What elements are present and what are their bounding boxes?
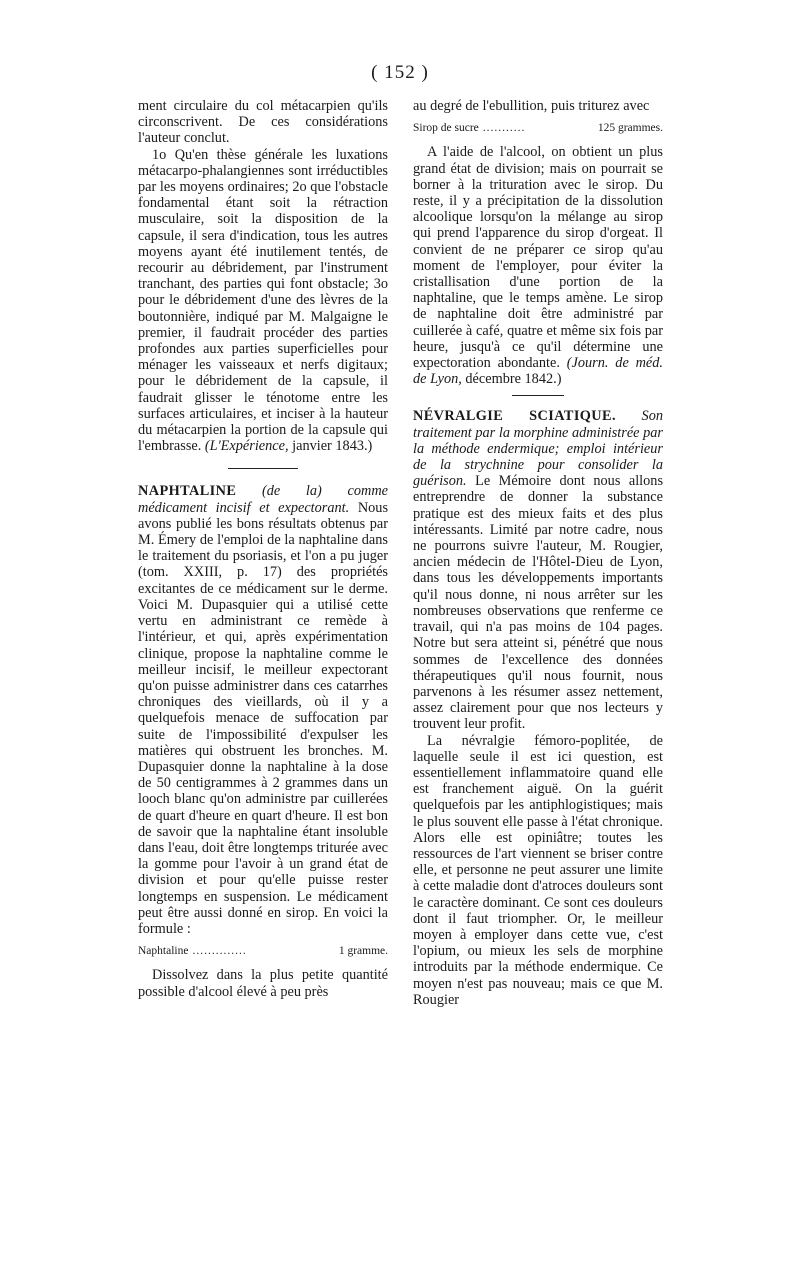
- paragraph: au degré de l'ebullition, puis triturez avec: [413, 98, 650, 114]
- article-title: NAPHTALINE: [138, 483, 237, 500]
- citation-source: (L'Expérience,: [204, 438, 289, 455]
- paragraph-text: A l'aide de l'alcool, on obtient un plus grand état de division; mais on pourrait se borner à la trituration avec le sirop. Du reste, il y a précipitation de la dissolution alcoolique lorsqu'on la mélange au sirop qui prend l'apparence du sirop d'orgeat. Il convient de ne préparer ce sirop qu'au moment de l'employer, pour éviter la cristallisation d'une portion de la naphtaline, que le temps amène. Le sirop de naphtaline doit être administré par cuillerée à café, quatre et même six fois par heure, jusqu'à ce qu'il détermine une expectoration abondante.: [413, 144, 663, 372]
- formula-line: [413, 120, 663, 136]
- formula-quantity: 1 gramme.: [338, 945, 388, 958]
- article-heading: [413, 408, 663, 732]
- paragraph: [413, 144, 663, 387]
- article-heading: [138, 483, 388, 937]
- paragraph-text: Le Mémoire dont nous allons entreprendre de donner la substance pratique est des mieux faits et des plus intéressants. Limité par notre cadre, nous ne pourrons suivre l'auteur, M. Rougier, ancien médecin de l'Hôtel-Dieu de Lyon, dans tous les développements importants qu'il nous donne, ni nous arrêter sur les nombreuses observations que renferme ce travail, qui n'a pas moins de 104 pages. Notre but sera atteint si, pénétré que nous sommes de l'excellence des données thérapeutiques qu'il nous fournit, nous parvenons à les résumer assez nettement, assez clairement pour que nos lecteurs y trouvent leur profit.: [413, 473, 664, 733]
- right-column: [413, 98, 663, 1008]
- section-divider: [228, 468, 298, 469]
- leader-dots: ...........: [482, 122, 526, 135]
- formula-ingredient: Naphtaline: [138, 945, 189, 958]
- paragraph: La névralgie fémoro-poplitée, de laquelle seule il est ici question, est essentiellement inflammatoire quand elle est franchement aiguë. On la guérit quelquefois par les antiphlogistiques; mais le plus souvent elle passe à l'état chronique. Alors elle est opiniâtre; toutes les ressources de l'art viennent se briser contre elle, et personne ne peut assurer une limite à cette maladie dont d'atroces douleurs sont le caractère dominant. Ce sont ces douleurs dont il faut triompher. Or, le meilleur moyen à employer dans cette vue, c'est l'opium, ou mieux les sels de morphine introduits par la méthode endermique. Ce moyen n'est pas nouveau; mais ce que M. Rougier: [413, 732, 663, 1008]
- formula-ingredient: Sirop de sucre: [413, 122, 479, 135]
- paragraph: [138, 147, 388, 455]
- left-column: [138, 98, 388, 1000]
- paragraph-text: Nous avons publié les bons résultats obtenus par M. Émery de l'emploi de la naphtaline dans le traitement du psoriasis, et l'on a pu juger (tom. XXIII, p. 17) des propriétés excitantes de ce médicament sur le derme. Voici M. Dupasquier qui a utilisé cette vertu en administrant ce remède à l'intérieur, et qui, après expérimentation clinique, propose la naphtaline comme le meilleur incisif, le meilleur expectorant qu'on puisse administrer dans ces catarrhes chroniques des vieillards, où il y a quelquefois menace de suffocation par suite de l'impossibilité d'expulser les matières qui obstruent les bronches. M. Dupasquier donne la naphtaline à la dose de 50 centigrammes à 2 grammes dans un looch blanc qu'on administre par cuillerées de quart d'heure en quart d'heure. Il est bon de savoir que la naphtaline étant insoluble dans l'eau, doit être longtemps triturée avec la gomme pour l'avoir à un grand état de division et pour qu'elle puisse rester longtemps en suspension. Le médicament peut être aussi donné en sirop. En voici la formule :: [138, 499, 389, 937]
- leader-dots: ..............: [192, 945, 247, 958]
- article-subtitle: Son traitement par la morphine administrée par la méthode endermique; emploi intérieur de la strychnine pour consolider la guérison.: [413, 408, 663, 490]
- citation-date: janvier 1843.): [292, 438, 373, 455]
- formula-line: [138, 943, 388, 959]
- citation-date: décembre 1842.): [465, 371, 562, 388]
- page-number: ( 152 ): [371, 62, 429, 83]
- section-divider: [512, 395, 564, 396]
- paragraph: Dissolvez dans la plus petite quantité possible d'alcool élevé à peu près: [138, 967, 388, 1000]
- article-title: NÉVRALGIE SCIATIQUE.: [413, 408, 616, 425]
- paragraph: ment circulaire du col métacarpien qu'ils circonscrivent. De ces considérations l'auteur conclut.: [138, 98, 388, 147]
- article-subtitle: (de la) comme médicament incisif et expectorant.: [138, 483, 388, 516]
- paragraph-text: 1o Qu'en thèse générale les luxations métacarpo-phalangiennes sont irréductibles par les moyens ordinaires; 2o que l'obstacle fondamental étant soit la rétraction musculaire, soit la disposition de la capsule, il sera d'indication, tous les autres moyens ayant été inutilement tentés, de recourir au débridement, par l'instrument tranchant, des parties qui font obstacle; 3o pour le débridement d'une des lèvres de la boutonnière, indiqué par M. Malgaigne le premier, il faudrait procéder des parties profondes aux parties superficielles pour ménager les vaisseaux et nerfs digitaux; pour le débridement de la capsule, il faudrait glisser le ténotome entre les surfaces articulaires, et inciser à la hauteur du métacarpien la portion de la capsule qui l'embrasse.: [138, 146, 388, 455]
- citation-source: (Journ. de méd. de Lyon,: [413, 355, 663, 388]
- formula-quantity: 125 grammes.: [597, 122, 663, 135]
